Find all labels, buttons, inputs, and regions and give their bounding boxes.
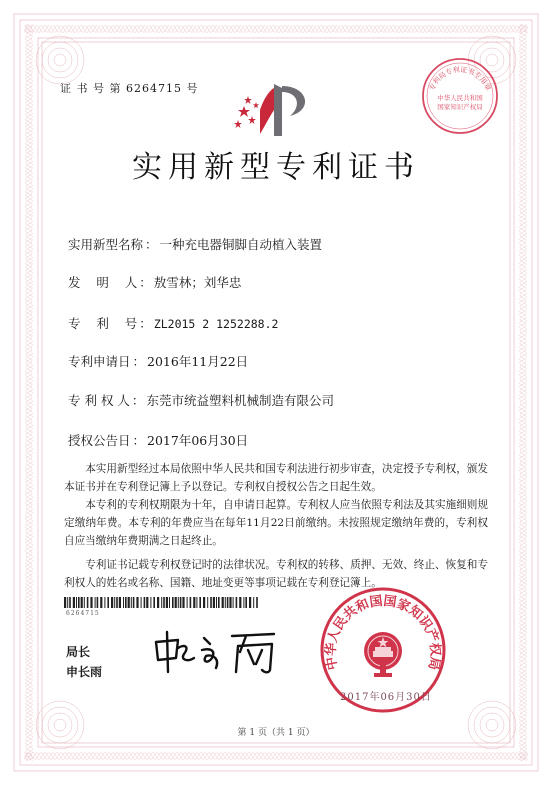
patent-office-logo <box>230 80 320 140</box>
seal-date: 2017年06月30日 <box>340 692 432 703</box>
barcode <box>64 597 260 608</box>
field-value: 敖雪林；刘华忠 <box>153 275 242 290</box>
body-paragraph-2: 本专利的专利权期限为十年，自申请日起算。专利权人应当依照专利法及其实施细则规定缴纳年费。本专利的年费应当在每年11月22日前缴纳。未按照规定缴纳年费的，专利权自应当缴纳年费期满之日起终止。 <box>64 499 488 547</box>
top-seal-line-1: 中华人民共和国 <box>437 94 483 102</box>
field-value: 2016年11月22日 <box>147 354 249 369</box>
field-utility-model-name: 实用新型名称 ： 一种充电器铜脚自动植入装置 <box>68 237 323 252</box>
field-label: 发 明 人 <box>68 275 138 290</box>
field-label: 实用新型名称 <box>68 237 144 252</box>
field-label: 专 利 权 人 <box>68 393 130 408</box>
certificate-number <box>60 80 199 96</box>
field-value: 东莞市统益塑料机械制造有限公司 <box>146 393 334 408</box>
top-seal-ring-text: 专利局专利证书专用章 <box>427 65 493 93</box>
certificate-body <box>64 460 488 592</box>
field-value: 2017年06月30日 <box>147 433 249 448</box>
field-grant-date: 授权公告日 ： 2017年06月30日 <box>68 433 249 448</box>
certificate-title: 实用新型专利证书 <box>132 150 420 185</box>
field-label: 专 利 号 <box>68 316 138 331</box>
top-official-seal <box>420 56 500 136</box>
bottom-seal-ring-text: 中华人民共和国国家知识产权局 <box>323 593 443 672</box>
field-label: 授权公告日 <box>68 433 131 448</box>
field-patentee: 专 利 权 人 ： 东莞市统益塑料机械制造有限公司 <box>68 393 334 408</box>
cert-number-suffix: 号 <box>186 82 199 95</box>
page-number: 第 1 页（共 1 页） <box>237 728 315 738</box>
field-application-date: 专利申请日 ： 2016年11月22日 <box>68 354 249 369</box>
top-seal-line-2: 国家知识产权局 <box>437 103 483 111</box>
field-label: 专利申请日 <box>68 354 131 369</box>
cert-number-value: 6264715 <box>126 82 182 95</box>
signer-name: 申长雨 <box>66 665 103 679</box>
field-patent-number: 专 利 号 ： ZL2015 2 1252288.2 <box>68 316 279 331</box>
cert-number-label: 证 书 号 第 <box>60 82 122 95</box>
field-value: 一种充电器铜脚自动植入装置 <box>159 237 323 252</box>
signer-title: 局长 <box>66 645 91 659</box>
barcode-number: 6264715 <box>66 610 100 617</box>
field-value: ZL2015 2 1252288.2 <box>153 317 279 331</box>
handwritten-signature <box>150 628 290 680</box>
national-emblem-icon <box>364 632 402 677</box>
body-paragraph-3: 专利证书记载专利权登记时的法律状况。专利权的转移、质押、无效、终止、恢复和专利权人的姓名或名称、国籍、地址变更等事项记载在专利登记簿上。 <box>64 559 488 589</box>
body-paragraph-1: 本实用新型经过本局依照中华人民共和国专利法进行初步审查，决定授予专利权，颁发本证书并在专利登记簿上予以登记。专利权自授权公告之日起生效。 <box>64 463 488 493</box>
svg-text:专利局专利证书专用章 <box>427 65 493 92</box>
field-inventors: 发 明 人 ： 敖雪林；刘华忠 <box>68 275 242 290</box>
